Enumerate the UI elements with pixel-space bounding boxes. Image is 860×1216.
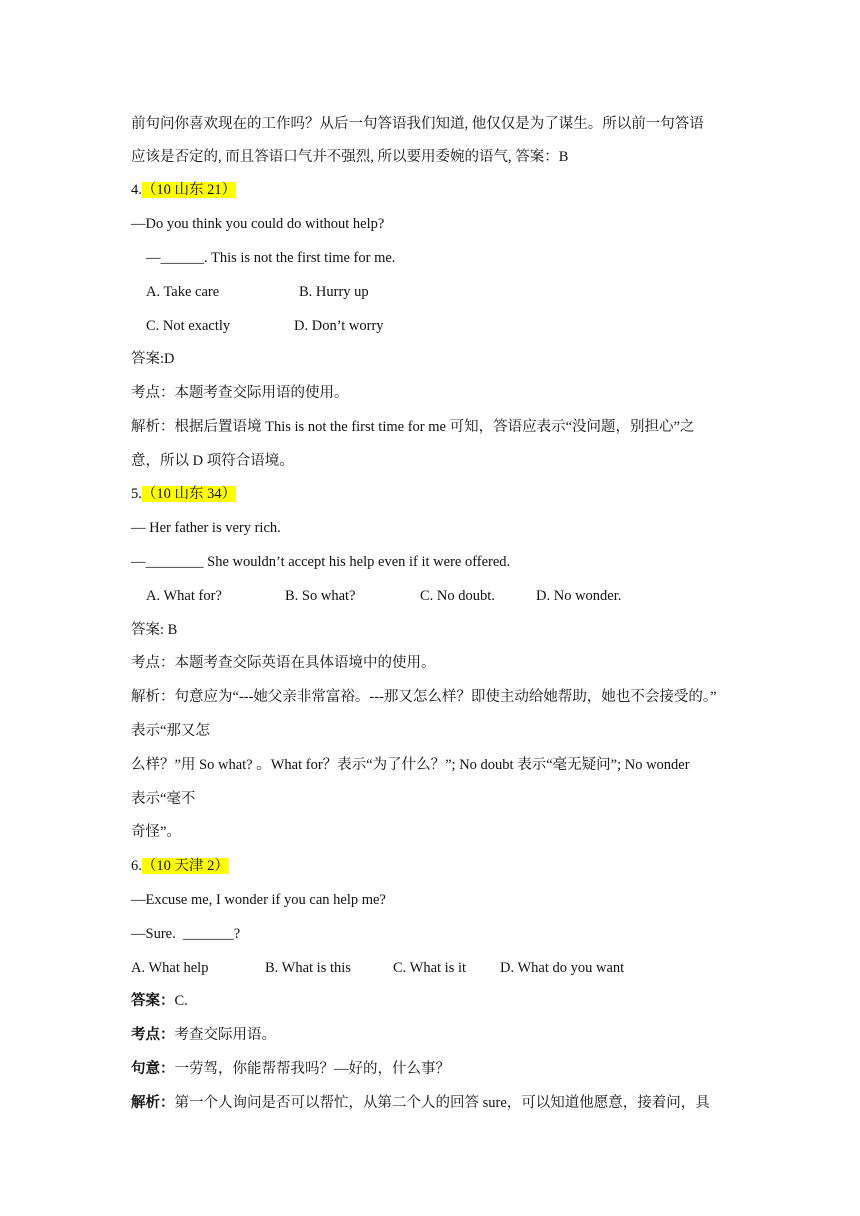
q4-source-tag: （10 山东 21） (141, 182, 237, 198)
q6-options-row (131, 958, 732, 978)
q6-point-label: 考点： (131, 1027, 175, 1043)
q6-reply (131, 924, 732, 944)
q5-number: 5. (131, 486, 142, 502)
q5-heading (131, 484, 732, 504)
q5-prompt: — Her father is very rich. (131, 520, 281, 536)
q4-answer: 答案:D (131, 351, 175, 367)
q6-reply-suffix: ? (233, 926, 241, 942)
q6-analysis (131, 1093, 732, 1113)
q6-option-b: B. What is this (265, 960, 351, 976)
q5-option-b: B. So what? (285, 588, 356, 604)
q5-option-c: C. No doubt. (420, 588, 495, 604)
q5-analysis-line-1: 解析：句意应为“---她父亲非常富裕。---那又怎么样？即使主动给她帮助，她也不会接受的。” (131, 689, 717, 705)
q4-option-a: A. Take care (146, 284, 220, 300)
q4-option-b: B. Hurry up (299, 284, 369, 300)
q4-analysis-line-1: 解析：根据后置语境 This is not the first time for me 可知，答语应表示“没问题，别担心”之 (131, 419, 695, 435)
q6-point (131, 1025, 732, 1045)
q5-analysis-line-4: 表示“毫不 (131, 791, 196, 807)
intro-line-2: 应该是否定的, 而且答语口气并不强烈, 所以要用委婉的语气, 答案：B (131, 149, 569, 165)
q5-option-d: D. No wonder. (536, 588, 622, 604)
q6-meaning-value: 一劳驾，你能帮帮我吗？—好的，什么事？ (174, 1061, 450, 1077)
q5-analysis-line-5: 奇怪”。 (131, 824, 181, 840)
q4-reply: —______. This is not the first time for me. (146, 250, 396, 266)
q6-answer (131, 991, 732, 1011)
q5-analysis-line-2: 表示“那又怎 (131, 723, 210, 739)
q6-analysis-value: 第一个人询问是否可以帮忙，从第二个人的回答 sure，可以知道他愿意，接着问，具 (174, 1095, 710, 1111)
q5-answer: 答案: B (131, 622, 178, 638)
q6-option-d: D. What do you want (500, 960, 625, 976)
q6-number: 6. (131, 858, 142, 874)
q5-analysis-line-3: 么样？”用 So what? 。What for？表示“为了什么？”; No doubt 表示“毫无疑问”; No wonder (131, 757, 690, 773)
q5-point: 考点：本题考查交际英语在具体语境中的使用。 (131, 655, 436, 671)
q4-options-row-1 (146, 282, 732, 302)
q5-options-row (146, 586, 732, 606)
q4-heading (131, 180, 732, 200)
q6-point-value: 考查交际用语。 (174, 1027, 276, 1043)
q6-heading (131, 856, 732, 876)
q4-options-row-2 (146, 316, 732, 336)
q6-answer-value: C. (174, 993, 188, 1009)
q6-option-a: A. What help (131, 960, 209, 976)
intro-line-1: 前句问你喜欢现在的工作吗？从后一句答语我们知道, 他仅仅是为了谋生。所以前一句答语 (131, 116, 704, 132)
q6-answer-label: 答案： (131, 993, 175, 1009)
q4-number: 4. (131, 182, 142, 198)
q4-option-d: D. Don’t worry (294, 318, 384, 334)
q6-reply-prefix: —Sure. (131, 926, 183, 942)
q6-source-tag: （10 天津 2） (141, 858, 229, 874)
q6-reply-blank: _______ (182, 926, 234, 942)
q4-prompt: —Do you think you could do without help? (131, 216, 385, 232)
q4-option-c: C. Not exactly (146, 318, 231, 334)
q6-option-c: C. What is it (393, 960, 467, 976)
q5-source-tag: （10 山东 34） (141, 486, 237, 502)
q6-prompt: —Excuse me, I wonder if you can help me? (131, 892, 386, 908)
q6-meaning-label: 句意： (131, 1061, 175, 1077)
q6-meaning (131, 1059, 732, 1079)
q5-option-a: A. What for? (146, 588, 222, 604)
q4-analysis-line-2: 意，所以 D 项符合语境。 (131, 453, 294, 469)
q6-analysis-label: 解析： (131, 1095, 175, 1111)
q4-point: 考点：本题考查交际用语的使用。 (131, 385, 349, 401)
q5-reply: —________ She wouldn’t accept his help even if it were offered. (131, 554, 511, 570)
